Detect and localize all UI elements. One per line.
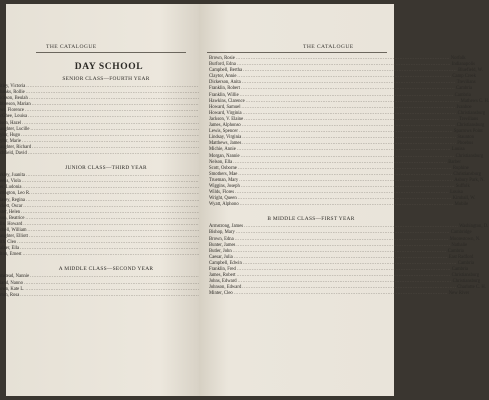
student-name: mstead, Nannie (0, 274, 30, 280)
student-hometown: Sparrows Point (453, 129, 483, 135)
student-name: Brown, Edna (209, 236, 234, 242)
student-hometown: Ruphine (452, 165, 469, 171)
student-hometown: Camp Creek (452, 74, 476, 80)
student-name: Dickerson, Anita (209, 80, 241, 86)
student-name: ws, Florence (0, 108, 24, 114)
leader-dots (240, 202, 454, 208)
student-hometown: Indianapolis (451, 62, 476, 68)
student-name: itley, Victoria (0, 84, 26, 89)
student-entry (0, 151, 188, 157)
student-name: Franklin, Willie (209, 92, 239, 98)
student-name: Bunter, James (209, 242, 236, 248)
student-name: lasey, Regina (0, 197, 25, 203)
student-name: Hawkins, Clarence (209, 98, 245, 104)
student-name: land, Nanno (0, 280, 23, 286)
student-hometown: Nathalie (451, 242, 468, 248)
student-name: lson, Hazel (0, 120, 22, 126)
student-name: Wilds, Flores (209, 190, 235, 196)
student-entry (209, 202, 469, 208)
student-name: chfield, David (0, 151, 27, 157)
student-name: Johnson, Edward (209, 285, 242, 291)
student-hometown: Cambria (454, 92, 471, 98)
student-hometown: Louisa (450, 190, 463, 196)
student-hometown: Washington, D. (459, 224, 489, 230)
student-hometown: Mathews C. H. (460, 98, 489, 104)
student-hometown: Moorestown, N. (449, 236, 481, 242)
student-hometown: Christiansburg (452, 279, 481, 285)
student-name: Wright, Queen (209, 196, 237, 202)
student-hometown: New River (448, 291, 470, 297)
student-hometown: Ivanhoe (456, 104, 472, 110)
student-name: Brown, Rosie (209, 56, 235, 61)
right-running-head: THE CATALOGUE (303, 44, 354, 50)
left-running-head: THE CATALOGUE (46, 44, 97, 50)
student-hometown: Charlotte C. H. (457, 285, 486, 291)
student-name: ster, Helen (0, 209, 21, 215)
class-heading: A MIDDLE CLASS—SECOND YEAR (58, 266, 154, 273)
student-name: Johns, Edward (209, 279, 237, 285)
left-page (0, 4, 199, 396)
student-name: cGhee, Louisa (0, 114, 28, 120)
student-name: Franklin, Fred (209, 267, 236, 272)
student-entry (209, 291, 470, 297)
class-heading: JUNIOR CLASS—THIRD YEAR (65, 165, 147, 172)
student-name: Jackson, V. Elaine (209, 116, 244, 122)
student-name: Campbell, Bertha (209, 68, 243, 74)
student-name: Minter, Cleo (209, 291, 233, 297)
right-page-content (209, 56, 489, 297)
student-name: ylor, Hugo (0, 132, 21, 138)
student-name: Scott, Osborne (209, 165, 237, 171)
student-hometown: Cambria (447, 248, 464, 254)
student-name: Burford, Edna (209, 62, 236, 68)
student-name: Smothers, Mae (209, 171, 238, 177)
left-page-content (0, 56, 188, 299)
section-gap (0, 157, 188, 162)
student-hometown: Asbury Park, N. (454, 177, 485, 183)
student-name: own, Kate L. (0, 286, 25, 292)
student-name: Howard, Virginia (209, 110, 242, 116)
student-name: James, Robert (209, 273, 236, 279)
right-sections (209, 56, 489, 297)
student-hometown: Christiansburg (451, 273, 480, 279)
student-name: aughter, Richard (0, 144, 32, 150)
student-hometown: Trevilians (456, 80, 476, 86)
student-hometown: Bluefield, W. (458, 68, 483, 74)
student-entry (0, 252, 188, 258)
section-gap (0, 258, 188, 263)
student-hometown: Mobile (454, 202, 469, 208)
class-heading: SENIOR CLASS—FOURTH YEAR (62, 76, 150, 82)
student-name: Matthews, James (209, 141, 242, 147)
student-name: lin, Howard (0, 221, 23, 227)
student-name: James, Alphonso (209, 123, 241, 129)
student-hometown: Suffolk (455, 183, 470, 189)
student-name: Morgan, Nannie (209, 153, 240, 159)
student-name: Wyatt, Alphono (209, 202, 239, 208)
catalogue-spread (0, 4, 489, 396)
student-name: Wiggins, Joseph (209, 183, 240, 189)
student-name: Butler, John (209, 248, 232, 254)
leader-dots (234, 291, 448, 297)
student-hometown: Norfolk (450, 56, 466, 61)
student-name: Campbell, Edwin (209, 260, 242, 266)
student-name: aughter, Elliott (0, 234, 28, 240)
page-title: DAY SCHOOL (74, 62, 144, 72)
section-gap (209, 208, 389, 213)
student-name: Armstrong, James (209, 224, 244, 230)
student-name: ckett, Oscar (0, 203, 23, 209)
student-hometown: Staunton (457, 135, 474, 141)
student-name: Michie, Annie (209, 147, 236, 153)
student-hometown: Christiansburg (456, 123, 485, 129)
left-sections (0, 76, 188, 299)
student-hometown: Phoebus (457, 141, 474, 147)
student-name: aughter, Lucille (0, 126, 30, 132)
student-name: eeks, Viola (0, 179, 21, 185)
left-head-rule (36, 52, 186, 53)
student-hometown: Cambria (456, 86, 473, 92)
student-hometown: Trevilians (459, 116, 479, 122)
student-name: bbreson, Marian (0, 102, 31, 108)
student-hometown: Cambria (457, 260, 474, 266)
student-name: banks, Rollie (0, 90, 25, 96)
student-name: Trueman, Mary (209, 177, 239, 183)
student-name: lton, Ernest (0, 252, 22, 258)
student-name: Howard, Samuel (209, 104, 241, 110)
student-name: Caesar, Julia (209, 254, 233, 260)
student-name: Claytor, Annie (209, 74, 237, 80)
student-name: Lindsay, Virginia (209, 135, 242, 141)
student-hometown: Christiansburg (455, 153, 484, 159)
student-name: Nelson, Ella (209, 159, 233, 165)
student-name: alker, Ella (0, 246, 20, 252)
student-name: rrington, Leo R. (0, 191, 31, 197)
student-name: ith, Cleo (0, 240, 17, 246)
student-name: chell, William (0, 227, 27, 233)
student-name: Franklin, Robert (209, 86, 240, 92)
student-name: rkley, Juanita (0, 173, 25, 179)
student-name: Lewis, Spencer (209, 129, 238, 135)
student-hometown: Christiansburg (457, 110, 486, 116)
student-hometown: Cambridge (450, 230, 472, 236)
student-name: son, Beatrice (0, 215, 25, 221)
right-page (199, 4, 489, 396)
student-name: ylor, Marie (0, 138, 21, 144)
student-name: rton, Rosa (0, 292, 20, 298)
student-name: Bishop, Mary (209, 230, 235, 236)
class-heading: B MIDDLE CLASS—FIRST YEAR (267, 216, 355, 223)
student-hometown: East Radford (448, 254, 474, 260)
student-name: ickson, Beulah (0, 96, 28, 102)
right-head-rule (207, 52, 387, 53)
student-entry (0, 293, 188, 299)
student-hometown: Cambria (451, 267, 468, 272)
student-hometown: Louisa (451, 147, 465, 153)
student-name: er, Ludonia (0, 185, 22, 191)
student-hometown: Christiansburg (453, 171, 481, 177)
student-hometown: Kimball, W. (452, 196, 476, 202)
student-hometown: Barber (448, 159, 461, 165)
